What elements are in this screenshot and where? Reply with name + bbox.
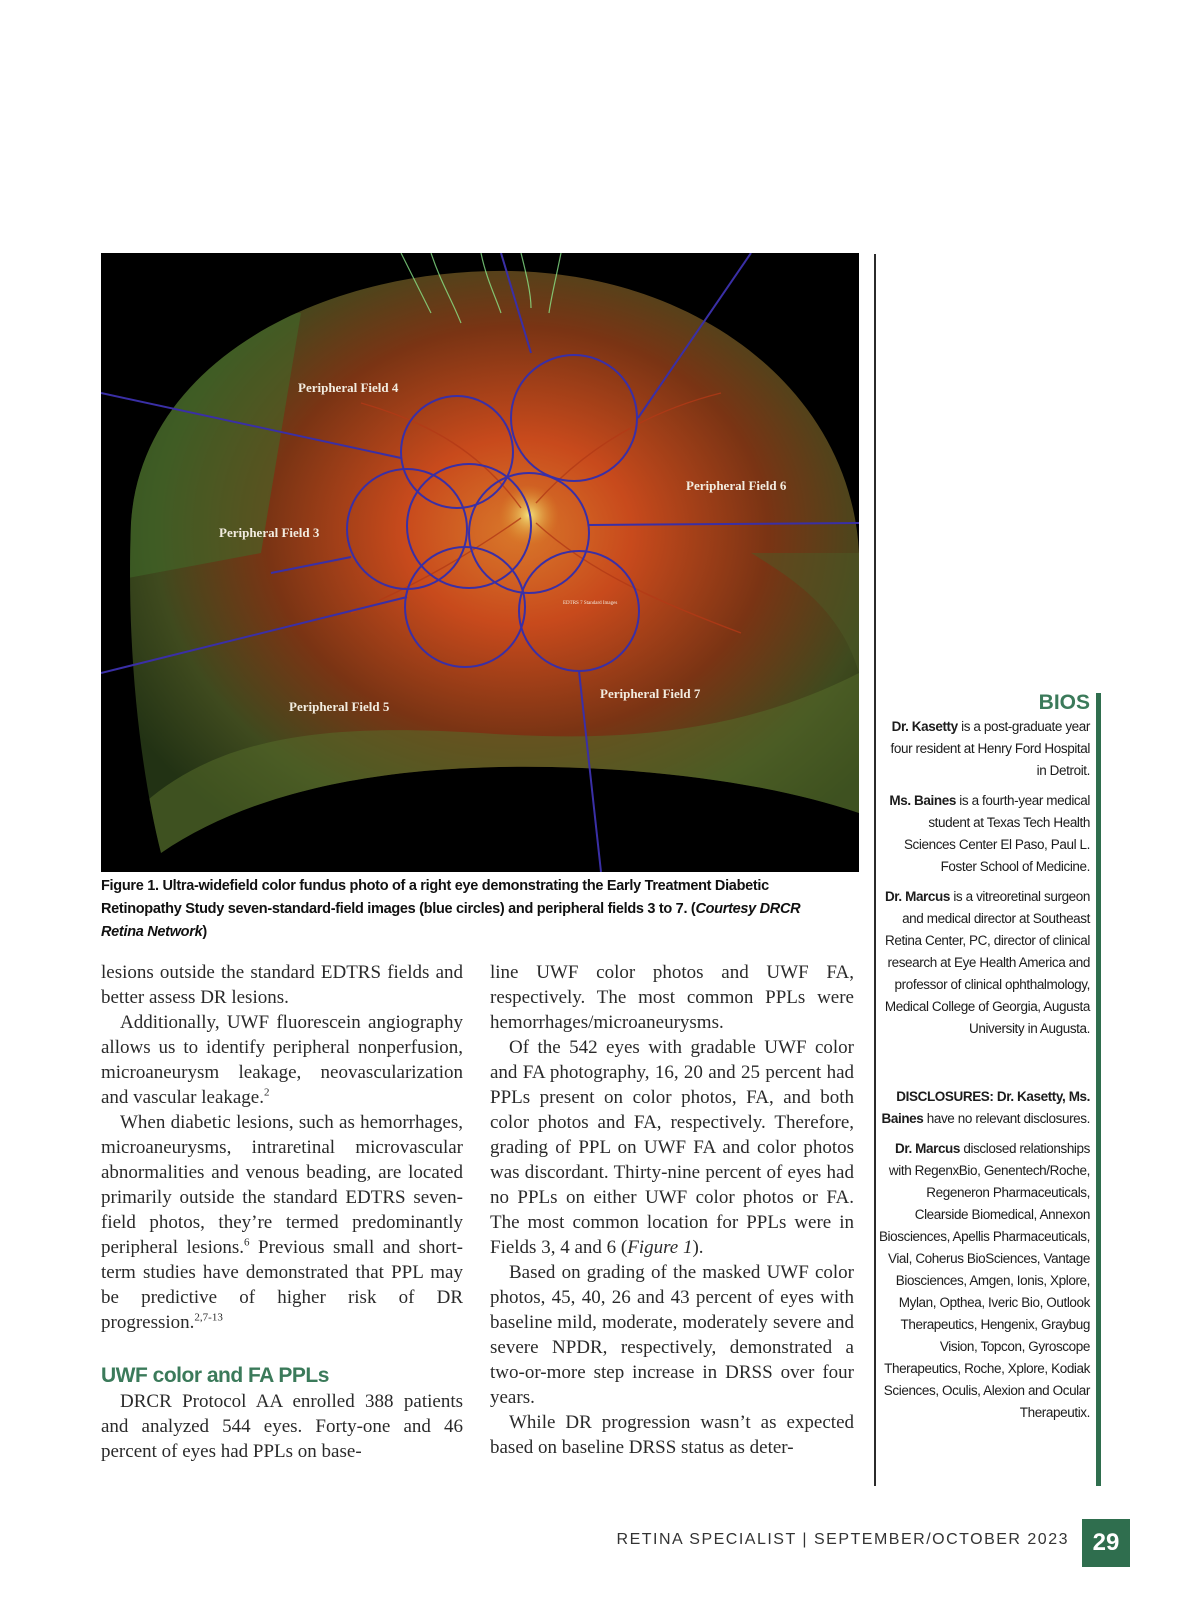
label-peripheral-field-5: Peripheral Field 5 bbox=[289, 699, 390, 714]
reference: 2,7-13 bbox=[194, 1311, 223, 1324]
paragraph: Based on grading of the masked UWF color photos, 45, 40, 26 and 43 percent of eyes with baseline mild, moderate, moderately severe and severe NPDR, respectively, demonstrated a two-or-more step increase in DRSS over four years. bbox=[490, 1262, 854, 1408]
body-column-1 bbox=[101, 960, 463, 1464]
label-peripheral-field-7: Peripheral Field 7 bbox=[600, 686, 701, 701]
paragraph: DRCR Protocol AA enrolled 388 patients and analyzed 544 eyes. Forty-one and 46 percent of eyes had PPLs on base- bbox=[101, 1391, 463, 1462]
label-edtrs-standard-images: EDTRS 7 Standard Images bbox=[563, 601, 618, 606]
bio-kasetty: Dr. Kasetty is a post-graduate year four resident at Henry Ford Hospital in Detroit. bbox=[890, 719, 1090, 778]
caption-close: ) bbox=[202, 924, 207, 940]
label-peripheral-field-4: Peripheral Field 4 bbox=[298, 380, 399, 395]
caption-credit: Courtesy DRCR Retina Network bbox=[101, 901, 801, 940]
paragraph: When diabetic lesions, such as hemorrhages, microaneurysms, intraretinal microvascular abnormalities and venous beading, are located primarily outside the standard EDTRS seven-field photos, they’re termed predominantly peripheral lesions.$^6$ Previous small and short-term studies have demonstrated that PPL may be predictive of higher risk of DR progression.$^{2,7-13}$ bbox=[101, 1112, 463, 1333]
sidebar-accent-bar bbox=[1096, 693, 1101, 1486]
bios-sidebar bbox=[878, 690, 1090, 1432]
column-divider bbox=[874, 254, 876, 1486]
label-peripheral-field-6: Peripheral Field 6 bbox=[686, 478, 787, 493]
section-heading: UWF color and FA PPLs bbox=[101, 1364, 329, 1387]
paragraph: lesions outside the standard EDTRS fields and better assess DR lesions. bbox=[101, 962, 463, 1008]
paragraph: line UWF color photos and UWF FA, respectively. The most common PPLs were hemorrhages/microaneurysms. bbox=[490, 962, 854, 1033]
bio-baines: Ms. Baines is a fourth-year medical student at Texas Tech Health Sciences Center El Paso, Paul L. Foster School of Medicine. bbox=[889, 793, 1090, 874]
figure-caption bbox=[101, 875, 841, 944]
fundus-figure bbox=[101, 253, 859, 872]
sidebar-title: BIOS bbox=[1038, 691, 1090, 714]
page-number: 29 bbox=[1082, 1519, 1130, 1567]
caption-text: Figure 1. Ultra-widefield color fundus photo of a right eye demonstrating the Early Treatment Diabetic Retinopathy Study seven-standard-field images (blue circles) and peripheral fields 3 to 7. ( bbox=[101, 878, 769, 917]
figure-reference: Figure 1 bbox=[627, 1237, 693, 1258]
disclosures-marcus: Dr. Marcus disclosed relationships with RegenxBio, Genentech/Roche, Regeneron Pharmaceuticals, Clearside Biomedical, Annexon Biosciences, Apellis Pharmaceuticals, Vial, Coherus BioSciences, Vantage Biosciences, Amgen, Ionis, Xplore, Mylan, Opthea, Iveric Bio, Outlook Therapeutics, Hengenix, Graybug Vision, Topcon, Gyroscope Therapeutics, Roche, Xplore, Kodiak Sciences, Oculis, Alexion and Ocular Therapeutix. bbox=[878, 1141, 1090, 1420]
paragraph: Additionally, UWF fluorescein angiography allows us to identify peripheral nonperfusion, microaneurysm leakage, neovascularization and vascular leakage.$^2$ bbox=[101, 1012, 463, 1108]
fundus-photo bbox=[101, 253, 859, 872]
body-column-2 bbox=[490, 960, 854, 1460]
publication-footer: RETINA SPECIALIST | SEPTEMBER/OCTOBER 2023 bbox=[616, 1531, 1069, 1548]
label-peripheral-field-3: Peripheral Field 3 bbox=[219, 525, 320, 540]
paragraph: Of the 542 eyes with gradable UWF color and FA photography, 16, 20 and 25 percent had PPLs present on color photos, FA, and both color photos and FA, respectively. Therefore, grading of PPL on UWF FA and color photos was discordant. Thirty-nine percent of eyes had no PPLs on either UWF color photos or FA. The most common location for PPLs were in Fields 3, 4 and 6 (Figure 1). bbox=[490, 1037, 854, 1258]
paragraph: While DR progression wasn’t as expected based on baseline DRSS status as deter- bbox=[490, 1412, 854, 1458]
reference: 6 bbox=[244, 1236, 250, 1249]
disclosures: DISCLOSURES: Dr. Kasetty, Ms. Baines have no relevant disclosures. bbox=[881, 1089, 1090, 1126]
bio-marcus: Dr. Marcus is a vitreoretinal surgeon and medical director at Southeast Retina Center, PC, director of clinical research at Eye Health America and professor of clinical ophthalmology, Medical College of Georgia, Augusta University in Augusta. bbox=[884, 889, 1090, 1036]
reference: 2 bbox=[264, 1086, 270, 1099]
